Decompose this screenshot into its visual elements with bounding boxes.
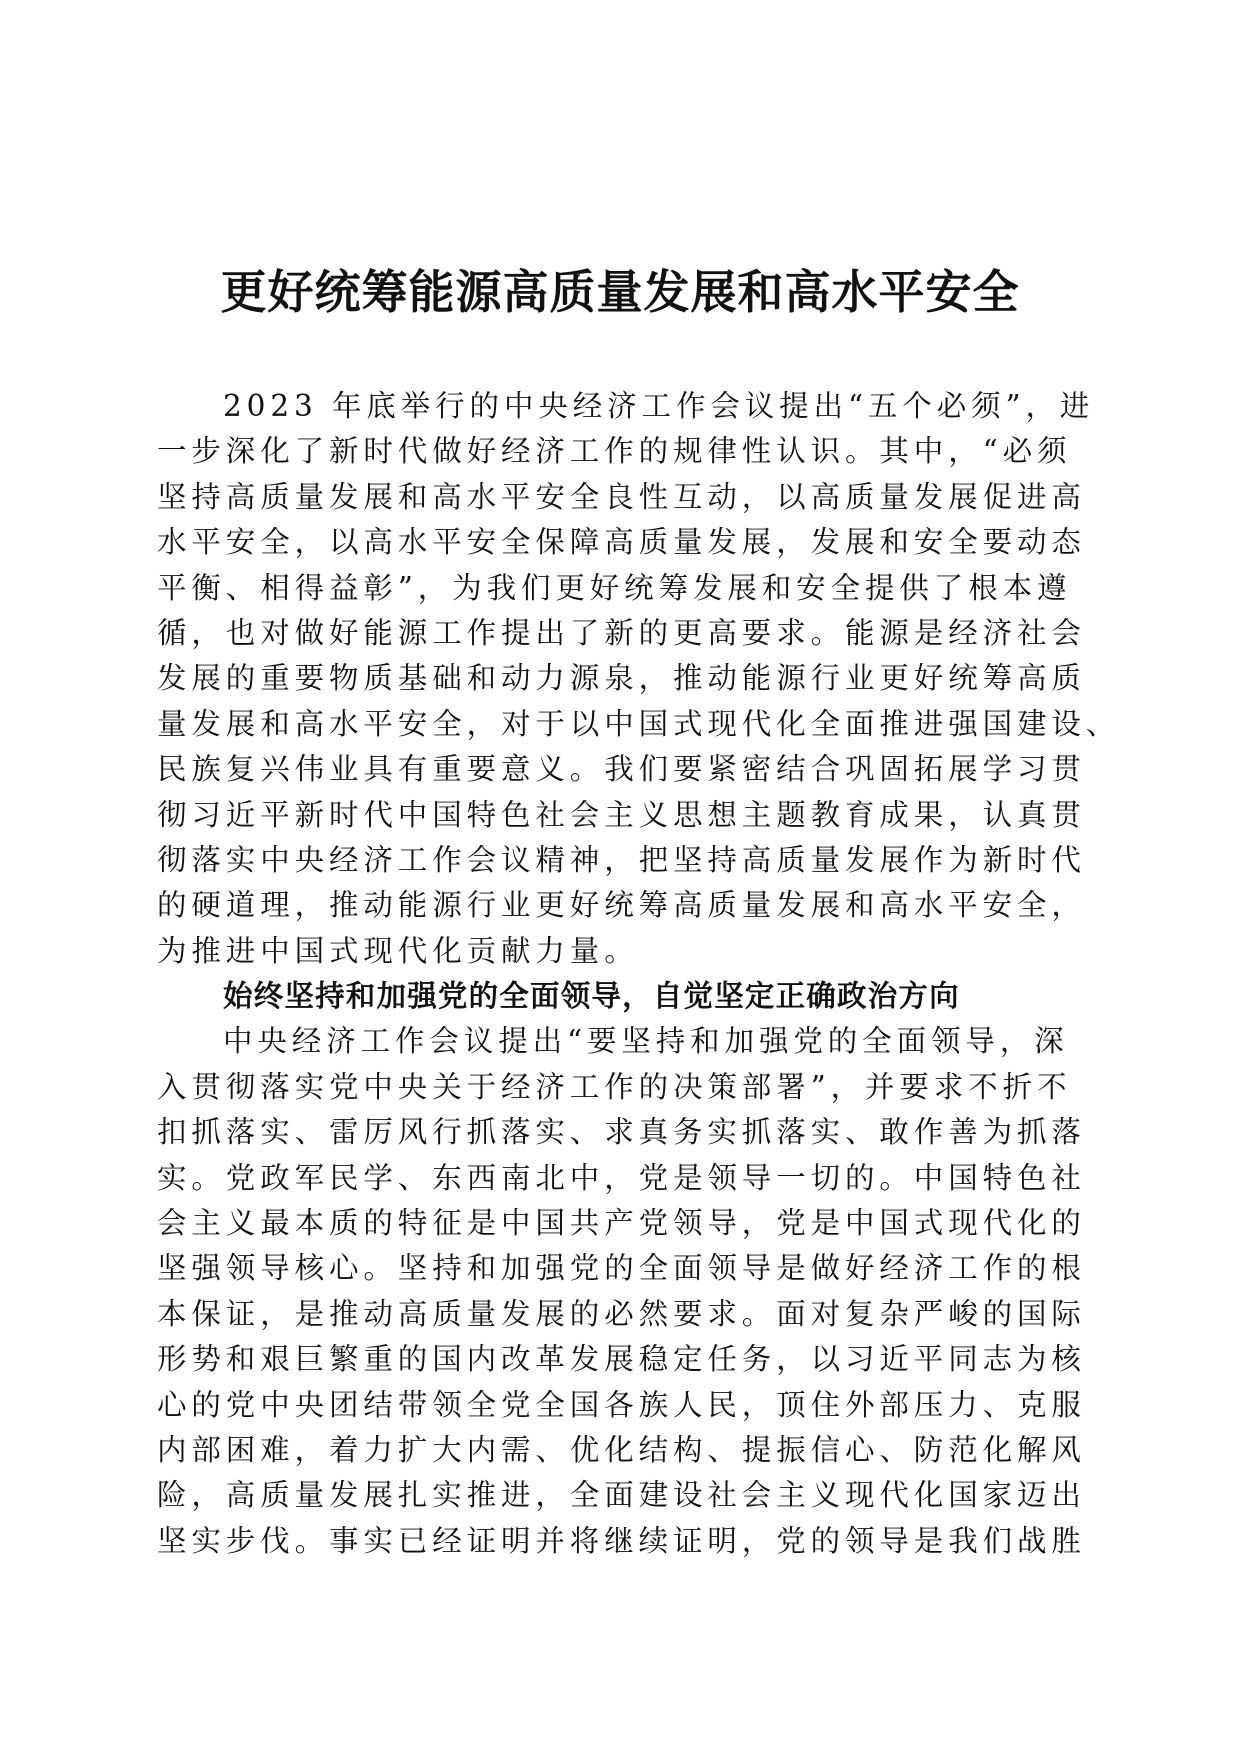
body-line: 发展的重要物质基础和动力源泉，推动能源行业更好统筹高质 xyxy=(157,661,1086,696)
body-line: 坚持高质量发展和高水平安全良性互动，以高质量发展促进高 xyxy=(157,479,1086,514)
section-heading: 始终坚持和加强党的全面领导，自觉坚定正确政治方向 xyxy=(223,979,960,1014)
body-line: 循，也对做好能源工作提出了新的更高要求。能源是经济社会 xyxy=(157,615,1086,650)
body-line: 为推进中国式现代化贡献力量。 xyxy=(157,933,639,968)
body-line: 坚实步伐。事实已经证明并将继续证明，党的领导是我们战胜 xyxy=(157,1523,1086,1558)
body-line: 量发展和高水平安全，对于以中国式现代化全面推进强国建设、 xyxy=(157,706,1121,741)
body-line: 水平安全，以高水平安全保障高质量发展，发展和安全要动态 xyxy=(157,525,1086,560)
body-line: 扣抓落实、雷厉风行抓落实、求真务实抓落实、敢作善为抓落 xyxy=(157,1115,1086,1150)
body-line: 坚强领导核心。坚持和加强党的全面领导是做好经济工作的根 xyxy=(157,1251,1086,1286)
body-line: 本保证，是推动高质量发展的必然要求。面对复杂严峻的国际 xyxy=(157,1296,1086,1331)
body-line: 实。党政军民学、东西南北中，党是领导一切的。中国特色社 xyxy=(157,1160,1086,1195)
document-title: 更好统筹能源高质量发展和高水平安全 xyxy=(220,265,1020,319)
body-line: 彻落实中央经济工作会议精神，把坚持高质量发展作为新时代 xyxy=(157,842,1086,877)
body-line: 民族复兴伟业具有重要意义。我们要紧密结合巩固拓展学习贯 xyxy=(157,752,1086,787)
body-line: 的硬道理，推动能源行业更好统筹高质量发展和高水平安全， xyxy=(157,888,1086,923)
body-line: 形势和艰巨繁重的国内改革发展稳定任务，以习近平同志为核 xyxy=(157,1342,1086,1377)
body-line: 彻习近平新时代中国特色社会主义思想主题教育成果，认真贯 xyxy=(157,797,1086,832)
body-line: 心的党中央团结带领全党全国各族人民，顶住外部压力、克服 xyxy=(157,1387,1086,1422)
body-line: 2023 年底举行的中央经济工作会议提出“五个必须”，进 xyxy=(223,389,1095,423)
body-line: 内部困难，着力扩大内需、优化结构、提振信心、防范化解风 xyxy=(157,1432,1086,1467)
document-body xyxy=(157,384,1237,1564)
body-line: 平衡、相得益彰”，为我们更好统筹发展和安全提供了根本遵 xyxy=(157,570,1072,605)
body-line: 险，高质量发展扎实推进，全面建设社会主义现代化国家迈出 xyxy=(157,1478,1086,1513)
body-line: 会主义最本质的特征是中国共产党领导，党是中国式现代化的 xyxy=(157,1206,1086,1241)
body-line: 中央经济工作会议提出“要坚持和加强党的全面领导，深 xyxy=(223,1024,1069,1059)
body-line: 一步深化了新时代做好经济工作的规律性认识。其中，“必须 xyxy=(157,434,1072,469)
body-line: 入贯彻落实党中央关于经济工作的决策部署”，并要求不折不 xyxy=(157,1069,1072,1104)
